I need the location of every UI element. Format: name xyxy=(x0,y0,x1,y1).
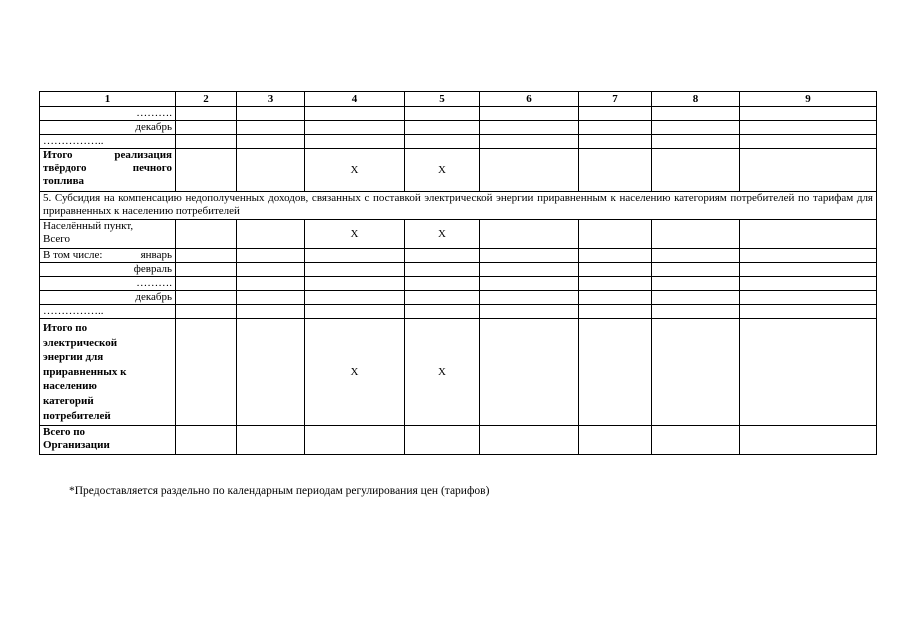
table-cell xyxy=(740,305,877,319)
row-label: ………. xyxy=(40,277,176,291)
table-cell xyxy=(237,135,305,149)
table-cell xyxy=(652,305,740,319)
table-cell xyxy=(237,249,305,263)
table-row xyxy=(40,305,877,319)
table-cell xyxy=(579,277,652,291)
table-cell xyxy=(305,121,405,135)
table-cell xyxy=(480,220,579,249)
table-cell xyxy=(740,135,877,149)
table-cell xyxy=(740,263,877,277)
table-cell xyxy=(176,319,237,426)
label-text: Всего xyxy=(43,233,70,245)
table-cell xyxy=(740,426,877,455)
table-cell xyxy=(480,135,579,149)
table-cell xyxy=(405,249,480,263)
table-cell xyxy=(176,149,237,192)
table-cell xyxy=(305,249,405,263)
header-col-8: 8 xyxy=(652,92,740,107)
header-col-3: 3 xyxy=(237,92,305,107)
table-cell xyxy=(579,426,652,455)
table-cell xyxy=(579,305,652,319)
table-cell xyxy=(740,249,877,263)
table-row xyxy=(40,291,877,305)
label-text: Итого xyxy=(43,149,73,161)
table-cell xyxy=(652,149,740,192)
row-label: февраль xyxy=(40,263,176,277)
table-cell xyxy=(480,305,579,319)
table-cell xyxy=(480,107,579,121)
table-row xyxy=(40,107,877,121)
table-cell xyxy=(305,107,405,121)
row-label-itogo-elektr xyxy=(40,319,176,426)
table-cell xyxy=(237,220,305,249)
table-cell xyxy=(740,319,877,426)
table-cell xyxy=(480,291,579,305)
table-row xyxy=(40,121,877,135)
label-text: реализация xyxy=(114,149,172,161)
table-cell xyxy=(305,426,405,455)
table-row xyxy=(40,249,877,263)
table-cell xyxy=(405,305,480,319)
table-cell xyxy=(652,277,740,291)
table-cell xyxy=(740,291,877,305)
label-text: январь xyxy=(140,249,172,261)
label-text: Итого по xyxy=(43,322,88,334)
header-col-6: 6 xyxy=(480,92,579,107)
table-cell xyxy=(579,149,652,192)
row-label: …………….. xyxy=(40,135,176,149)
label-line xyxy=(43,149,172,162)
table-cell xyxy=(579,249,652,263)
table-cell xyxy=(740,149,877,192)
table-cell xyxy=(579,263,652,277)
table-cell xyxy=(480,249,579,263)
table-row xyxy=(40,426,877,455)
table-row xyxy=(40,135,877,149)
label-text: В том числе: xyxy=(43,249,103,261)
table-cell xyxy=(176,291,237,305)
label-text: потребителей xyxy=(43,409,111,422)
table-cell xyxy=(305,277,405,291)
table-cell xyxy=(176,107,237,121)
table-cell xyxy=(579,135,652,149)
table-cell xyxy=(652,291,740,305)
label-text: категорий xyxy=(43,394,94,407)
label-text: электрической xyxy=(43,336,118,349)
table-cell xyxy=(237,277,305,291)
table-cell xyxy=(405,121,480,135)
x-mark: Х xyxy=(305,149,405,192)
table-row xyxy=(40,220,877,249)
table-cell xyxy=(652,121,740,135)
x-mark: Х xyxy=(305,220,405,249)
table-cell xyxy=(305,305,405,319)
x-mark: Х xyxy=(405,220,480,249)
table-cell xyxy=(237,107,305,121)
table-cell xyxy=(405,263,480,277)
table-cell xyxy=(740,220,877,249)
header-col-5: 5 xyxy=(405,92,480,107)
row-label-vsego xyxy=(40,426,176,455)
table-cell xyxy=(405,291,480,305)
label-text: твёрдого xyxy=(43,162,87,174)
table-cell xyxy=(652,249,740,263)
table-cell xyxy=(237,426,305,455)
label-text: топлива xyxy=(43,175,85,187)
table-cell xyxy=(652,263,740,277)
table-cell xyxy=(176,249,237,263)
row-label: декабрь xyxy=(40,291,176,305)
header-row xyxy=(40,92,877,107)
row-label: ………. xyxy=(40,107,176,121)
row-label-v-tom-chisle xyxy=(40,249,176,263)
label-line xyxy=(43,249,172,262)
table-cell xyxy=(405,426,480,455)
header-col-4: 4 xyxy=(305,92,405,107)
row-label: …………….. xyxy=(40,305,176,319)
table-cell xyxy=(405,107,480,121)
table-cell xyxy=(176,426,237,455)
table-cell xyxy=(652,426,740,455)
table-cell xyxy=(579,220,652,249)
table-cell xyxy=(305,263,405,277)
header-col-1: 1 xyxy=(40,92,176,107)
table-cell xyxy=(652,220,740,249)
label-text: приравненных к xyxy=(43,365,127,378)
table-cell xyxy=(740,277,877,291)
label-text: населению xyxy=(43,380,97,393)
x-mark: Х xyxy=(305,319,405,426)
table-cell xyxy=(176,263,237,277)
row-label: декабрь xyxy=(40,121,176,135)
label-line xyxy=(43,162,172,175)
row-label-itogo-tverd xyxy=(40,149,176,192)
label-text: печного xyxy=(132,162,172,174)
table-cell xyxy=(652,319,740,426)
table-cell xyxy=(176,305,237,319)
table-cell xyxy=(237,121,305,135)
footnote: *Предоставляется раздельно по календарным периодам регулирования цен (тарифов) xyxy=(69,485,490,497)
table-cell xyxy=(480,121,579,135)
table-row xyxy=(40,263,877,277)
row-label-naselenny-punkt xyxy=(40,220,176,249)
table-cell xyxy=(305,291,405,305)
table-row xyxy=(40,277,877,291)
table-cell xyxy=(579,107,652,121)
table-cell xyxy=(579,291,652,305)
table-cell xyxy=(405,135,480,149)
table-cell xyxy=(480,263,579,277)
table-cell xyxy=(652,135,740,149)
table-cell xyxy=(480,426,579,455)
section-row xyxy=(40,192,877,220)
table-cell xyxy=(579,319,652,426)
label-text: Всего по xyxy=(43,426,86,438)
table-cell xyxy=(237,149,305,192)
table-cell xyxy=(579,121,652,135)
table-cell xyxy=(176,135,237,149)
table-cell xyxy=(237,263,305,277)
table-cell xyxy=(305,135,405,149)
x-mark: Х xyxy=(405,149,480,192)
data-table xyxy=(39,91,877,455)
label-text: Населённый пункт, xyxy=(43,220,134,232)
table-cell xyxy=(405,277,480,291)
table-cell xyxy=(652,107,740,121)
x-mark: Х xyxy=(405,319,480,426)
table-cell xyxy=(176,121,237,135)
table-cell xyxy=(237,291,305,305)
table-cell xyxy=(176,220,237,249)
table-cell xyxy=(480,277,579,291)
table-row xyxy=(40,319,877,426)
table-cell xyxy=(176,277,237,291)
label-text: энергии для xyxy=(43,351,104,364)
label-text: Организации xyxy=(43,439,110,451)
header-col-2: 2 xyxy=(176,92,237,107)
header-col-7: 7 xyxy=(579,92,652,107)
table-cell xyxy=(480,149,579,192)
table-row xyxy=(40,149,877,192)
table-cell xyxy=(237,305,305,319)
table-cell xyxy=(480,319,579,426)
table-cell xyxy=(740,121,877,135)
header-col-9: 9 xyxy=(740,92,877,107)
table-cell xyxy=(740,107,877,121)
section-5-title: 5. Субсидия на компенсацию недополученных доходов, связанных с поставкой электрической энергии приравненным к населению категориям потребителей по тарифам для приравненных к населению потребителей xyxy=(40,192,877,220)
table-cell xyxy=(237,319,305,426)
